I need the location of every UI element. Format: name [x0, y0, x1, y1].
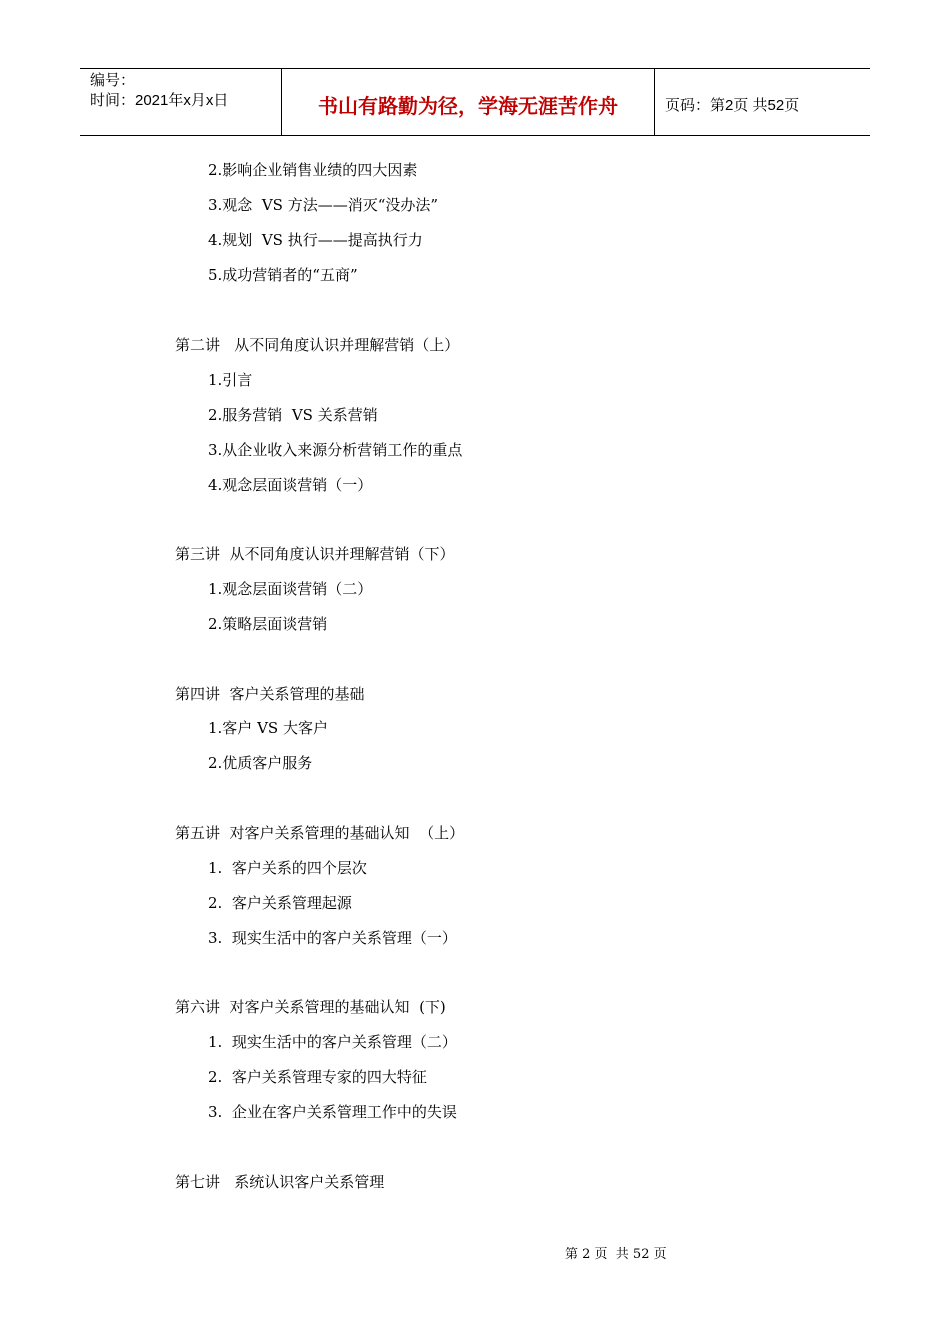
document-time-label: 时间：2021年x月x日 — [90, 92, 229, 109]
list-item: 3.观念 VS 方法——消灭“没办法” — [208, 196, 439, 214]
list-item: 2.策略层面谈营销 — [208, 615, 328, 633]
document-number-label: 编号： — [90, 72, 136, 89]
list-item: 5.成功营销者的“五商” — [208, 266, 358, 284]
list-item: 1.观念层面谈营销（二） — [208, 580, 373, 598]
list-item: 1. 客户关系的四个层次 — [208, 859, 367, 877]
header-page-info: 页码：第2页 共52页 — [665, 96, 800, 114]
lecture-heading: 第四讲 客户关系管理的基础 — [175, 685, 365, 703]
list-item: 1.引言 — [208, 371, 253, 389]
list-item: 2. 客户关系管理专家的四大特征 — [208, 1068, 427, 1086]
list-item: 3. 现实生活中的客户关系管理（一） — [208, 929, 457, 947]
list-item: 4.规划 VS 执行——提高执行力 — [208, 231, 423, 249]
list-item: 4.观念层面谈营销（一） — [208, 476, 373, 494]
list-item: 3. 企业在客户关系管理工作中的失误 — [208, 1103, 457, 1121]
lecture-heading: 第六讲 对客户关系管理的基础认知 (下) — [175, 998, 446, 1016]
page-header — [80, 68, 870, 136]
lecture-heading: 第三讲 从不同角度认识并理解营销（下） — [175, 545, 455, 563]
list-item: 3.从企业收入来源分析营销工作的重点 — [208, 441, 463, 459]
lecture-heading: 第五讲 对客户关系管理的基础认知 （上） — [175, 824, 465, 842]
list-item: 2.服务营销 VS 关系营销 — [208, 406, 378, 424]
lecture-heading: 第七讲 系统认识客户关系管理 — [175, 1173, 385, 1191]
list-item: 2.优质客户服务 — [208, 754, 313, 772]
header-meta-cell — [80, 69, 282, 135]
header-motto: 书山有路勤为径，学海无涯苦作舟 — [282, 69, 655, 135]
list-item: 2. 客户关系管理起源 — [208, 894, 352, 912]
page-footer: 第 2 页 共 52 页 — [565, 1247, 667, 1262]
list-item: 2.影响企业销售业绩的四大因素 — [208, 161, 418, 179]
lecture-heading: 第二讲 从不同角度认识并理解营销（上） — [175, 336, 460, 354]
list-item: 1. 现实生活中的客户关系管理（二） — [208, 1033, 457, 1051]
list-item: 1.客户 VS 大客户 — [208, 719, 328, 737]
